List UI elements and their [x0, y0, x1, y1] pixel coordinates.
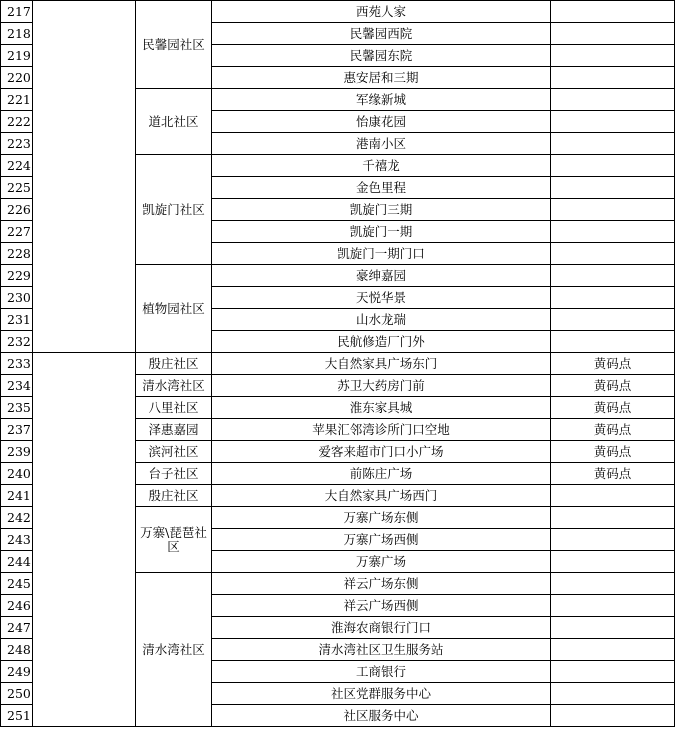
community-cell: 殷庄社区: [136, 353, 212, 375]
row-number: 227: [1, 221, 33, 243]
note-cell: 黄码点: [551, 463, 675, 485]
row-number: 229: [1, 265, 33, 287]
site-name: 爱客来超市门口小广场: [212, 441, 551, 463]
site-name: 民馨园西院: [212, 23, 551, 45]
note-cell: [551, 45, 675, 67]
site-name: 社区服务中心: [212, 705, 551, 727]
site-name: 千禧龙: [212, 155, 551, 177]
row-number: 222: [1, 111, 33, 133]
row-number: 245: [1, 573, 33, 595]
blank-cell: [33, 1, 136, 353]
site-name: 凯旋门一期门口: [212, 243, 551, 265]
community-cell: 凯旋门社区: [136, 155, 212, 265]
community-cell: 台子社区: [136, 463, 212, 485]
row-number: 242: [1, 507, 33, 529]
note-cell: 黄码点: [551, 441, 675, 463]
note-cell: [551, 243, 675, 265]
note-cell: [551, 155, 675, 177]
site-name: 万寨广场西侧: [212, 529, 551, 551]
site-name: 民航修造厂门外: [212, 331, 551, 353]
community-cell: 滨河社区: [136, 441, 212, 463]
blank-cell: [33, 353, 136, 727]
note-cell: [551, 485, 675, 507]
row-number: 226: [1, 199, 33, 221]
note-cell: [551, 199, 675, 221]
row-number: 219: [1, 45, 33, 67]
community-cell: 泽惠嘉园: [136, 419, 212, 441]
row-number: 241: [1, 485, 33, 507]
note-cell: [551, 265, 675, 287]
site-name: 社区党群服务中心: [212, 683, 551, 705]
row-number: 239: [1, 441, 33, 463]
note-cell: [551, 177, 675, 199]
community-cell: 植物园社区: [136, 265, 212, 353]
row-number: 247: [1, 617, 33, 639]
row-number: 217: [1, 1, 33, 23]
note-cell: [551, 221, 675, 243]
table-row: [1, 353, 675, 375]
note-cell: [551, 331, 675, 353]
community-cell: 万寨\琵琶社区: [136, 507, 212, 573]
row-number: 240: [1, 463, 33, 485]
row-number: 234: [1, 375, 33, 397]
row-number: 225: [1, 177, 33, 199]
note-cell: 黄码点: [551, 397, 675, 419]
site-name: 凯旋门一期: [212, 221, 551, 243]
row-number: 244: [1, 551, 33, 573]
site-name: 大自然家具广场东门: [212, 353, 551, 375]
note-cell: [551, 1, 675, 23]
site-name: 惠安居和三期: [212, 67, 551, 89]
row-number: 237: [1, 419, 33, 441]
community-cell: 清水湾社区: [136, 375, 212, 397]
site-name: 淮海农商银行门口: [212, 617, 551, 639]
row-number: 230: [1, 287, 33, 309]
note-cell: [551, 133, 675, 155]
row-number: 246: [1, 595, 33, 617]
site-name: 港南小区: [212, 133, 551, 155]
site-name: 豪绅嘉园: [212, 265, 551, 287]
note-cell: [551, 639, 675, 661]
row-number: 231: [1, 309, 33, 331]
site-name: 祥云广场西侧: [212, 595, 551, 617]
community-cell: 八里社区: [136, 397, 212, 419]
note-cell: 黄码点: [551, 419, 675, 441]
note-cell: [551, 23, 675, 45]
community-cell: 清水湾社区: [136, 573, 212, 727]
note-cell: [551, 309, 675, 331]
site-name: 军缘新城: [212, 89, 551, 111]
site-name: 苏卫大药房门前: [212, 375, 551, 397]
community-cell: 道北社区: [136, 89, 212, 155]
note-cell: [551, 551, 675, 573]
site-name: 万寨广场: [212, 551, 551, 573]
site-name: 民馨园东院: [212, 45, 551, 67]
note-cell: [551, 111, 675, 133]
note-cell: [551, 529, 675, 551]
site-name: 怡康花园: [212, 111, 551, 133]
note-cell: [551, 595, 675, 617]
row-number: 235: [1, 397, 33, 419]
site-name: 万寨广场东侧: [212, 507, 551, 529]
row-number: 223: [1, 133, 33, 155]
site-name: 金色里程: [212, 177, 551, 199]
row-number: 251: [1, 705, 33, 727]
note-cell: [551, 287, 675, 309]
row-number: 228: [1, 243, 33, 265]
site-name: 前陈庄广场: [212, 463, 551, 485]
site-name: 淮东家具城: [212, 397, 551, 419]
note-cell: [551, 617, 675, 639]
site-name: 苹果汇邻湾诊所门口空地: [212, 419, 551, 441]
note-cell: [551, 661, 675, 683]
row-number: 248: [1, 639, 33, 661]
site-name: 西苑人家: [212, 1, 551, 23]
site-name: 山水龙瑞: [212, 309, 551, 331]
note-cell: [551, 573, 675, 595]
row-number: 232: [1, 331, 33, 353]
note-cell: [551, 507, 675, 529]
site-name: 凯旋门三期: [212, 199, 551, 221]
note-cell: 黄码点: [551, 353, 675, 375]
community-cell: 殷庄社区: [136, 485, 212, 507]
note-cell: [551, 705, 675, 727]
row-number: 220: [1, 67, 33, 89]
row-number: 249: [1, 661, 33, 683]
note-cell: 黄码点: [551, 375, 675, 397]
community-cell: 民馨园社区: [136, 1, 212, 89]
table-row: [1, 1, 675, 23]
note-cell: [551, 683, 675, 705]
site-name: 祥云广场东侧: [212, 573, 551, 595]
site-name: 工商银行: [212, 661, 551, 683]
site-name: 天悦华景: [212, 287, 551, 309]
site-name: 大自然家具广场西门: [212, 485, 551, 507]
note-cell: [551, 67, 675, 89]
row-number: 218: [1, 23, 33, 45]
note-cell: [551, 89, 675, 111]
site-name: 清水湾社区卫生服务站: [212, 639, 551, 661]
row-number: 250: [1, 683, 33, 705]
row-number: 221: [1, 89, 33, 111]
row-number: 233: [1, 353, 33, 375]
row-number: 224: [1, 155, 33, 177]
row-number: 243: [1, 529, 33, 551]
